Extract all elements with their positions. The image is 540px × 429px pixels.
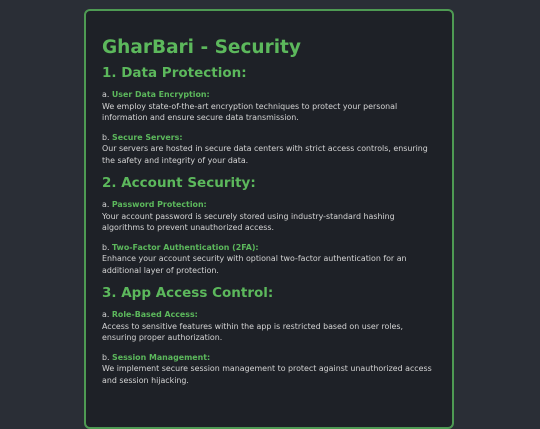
section-heading: 2. Account Security: (102, 175, 256, 191)
item-prefix: b. (102, 132, 110, 142)
item-name: Password Protection: (111, 200, 207, 209)
item-prefix: b. (102, 352, 110, 362)
item-text: We employ state-of-the-art encryption techniques to protect your personal information and ensure secure data transmission. (102, 101, 398, 122)
list-item (102, 242, 436, 277)
item-prefix: a. (102, 310, 110, 319)
item-name: Secure Servers: (112, 132, 183, 142)
item-prefix: a. (102, 90, 110, 99)
page-title: GharBari - Security (102, 37, 301, 58)
item-label (102, 242, 436, 254)
item-text: Our servers are hosted in secure data centers with strict access controls, ensuring the safety and integrity of your data. (102, 144, 428, 165)
item-label (102, 352, 436, 364)
item-text: Access to sensitive features within the app is restricted based on user roles, ensuring proper authorization. (102, 321, 404, 342)
item-label (102, 132, 436, 144)
section-data-protection (102, 64, 436, 166)
list-item (102, 132, 436, 167)
item-name: User Data Encryption: (111, 90, 210, 99)
item-text: We implement secure session management to protect against unauthorized access and session hijacking. (102, 364, 432, 385)
section-heading: 1. Data Protection: (102, 65, 247, 81)
security-card (84, 9, 454, 429)
item-text: Enhance your account security with optional two-factor authentication for an additional layer of protection. (102, 254, 407, 275)
list-item (102, 89, 436, 124)
list-item (102, 352, 436, 387)
list-item (102, 199, 436, 234)
section-app-access-control (102, 284, 436, 386)
item-name: Role-Based Access: (111, 310, 198, 319)
item-name: Session Management: (112, 352, 211, 362)
section-account-security (102, 174, 436, 276)
item-prefix: a. (102, 200, 110, 209)
section-heading: 3. App Access Control: (102, 285, 274, 301)
item-label (102, 199, 436, 211)
item-label (102, 309, 436, 321)
item-prefix: b. (102, 242, 110, 252)
list-item (102, 309, 436, 344)
item-text: Your account password is securely stored using industry-standard hashing algorithms to prevent unauthorized access. (102, 211, 395, 232)
item-label (102, 89, 436, 101)
item-name: Two-Factor Authentication (2FA): (112, 242, 259, 252)
